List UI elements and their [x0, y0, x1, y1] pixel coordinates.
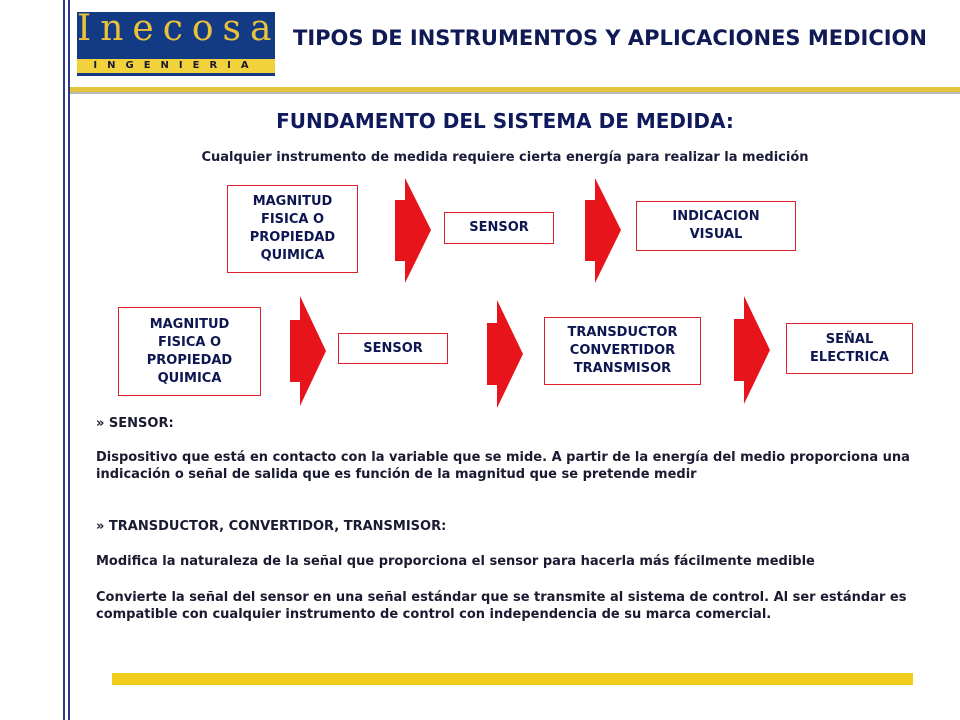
left-border-line	[63, 0, 65, 720]
bottom-sensor-box	[338, 333, 448, 364]
section-subtitle: Cualquier instrumento de medida requiere cierta energía para realizar la medición	[201, 150, 809, 165]
arrow-right-icon	[732, 296, 772, 404]
electric-signal-label: SEÑAL ELECTRICA	[810, 331, 889, 365]
sensor-definition: Dispositivo que está en contacto con la variable que se mide. A partir de la energía del medio proporciona una indicación o señal de salida que es función de la magnitud que se pretende medir	[96, 450, 910, 482]
top-magnitude-label: MAGNITUD FISICA O PROPIEDAD QUIMICA	[249, 194, 336, 263]
logo-subtitle: INGENIERIA	[93, 60, 259, 71]
transducer-box	[544, 317, 701, 385]
section-title: FUNDAMENTO DEL SISTEMA DE MEDIDA:	[276, 109, 734, 133]
visual-indication-box	[636, 201, 796, 251]
bottom-magnitude-label: MAGNITUD FISICA O PROPIEDAD QUIMICA	[146, 316, 233, 386]
arrow-right-icon	[393, 178, 433, 283]
inecosa-logo	[77, 8, 281, 76]
top-sensor-label: SENSOR	[469, 220, 529, 235]
visual-indication-label: INDICACION VISUAL	[672, 209, 760, 242]
header-divider-shadow	[70, 92, 960, 94]
top-magnitude-box	[227, 185, 358, 273]
bottom-sensor-label: SENSOR	[363, 340, 423, 356]
sensor-heading: » SENSOR:	[96, 416, 174, 431]
arrow-right-icon	[288, 296, 328, 406]
arrow-right-icon	[485, 300, 525, 408]
bottom-magnitude-box	[118, 307, 261, 396]
footer-bar	[112, 673, 913, 685]
logo-name: Inecosa	[77, 8, 281, 49]
transducer-definition-1: Modifica la naturaleza de la señal que proporciona el sensor para hacerla más fácilmente medible	[96, 554, 815, 569]
arrow-right-icon	[583, 178, 623, 283]
transducer-label: TRANSDUCTOR CONVERTIDOR TRANSMISOR	[567, 325, 678, 376]
left-border-line	[68, 0, 70, 720]
top-sensor-box	[444, 212, 554, 244]
electric-signal-box	[786, 323, 913, 374]
page-title: TIPOS DE INSTRUMENTOS Y APLICACIONES MEDICION	[293, 26, 927, 50]
transducer-definition-2: Convierte la señal del sensor en una señal estándar que se transmite al sistema de control. Al ser estándar es compatible con cualquier instrumento de control con independencia de su marca comercial.	[96, 590, 907, 622]
transducer-heading: » TRANSDUCTOR, CONVERTIDOR, TRANSMISOR:	[96, 519, 447, 534]
